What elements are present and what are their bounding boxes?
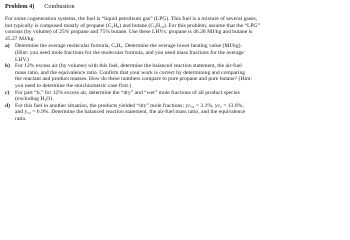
part-line: For part “b,” for 12% excess air, determine the “dry” and “wet” mole fractions of all product species — [15, 89, 240, 96]
part-line: (excluding H₂O). — [15, 96, 54, 103]
part-line: Determine the average molecular formula, CₓHᵧ. Determine the average lower heating value (MJ/kg). — [15, 43, 242, 50]
question-parts — [5, 43, 344, 122]
part-line: the reactant and product masses. How do these numbers compare to pure propane and pure butane? (Hint: — [15, 76, 252, 83]
part-line: and yₒ₂ = 6.9%. Determine the balanced reaction statement, the air-fuel mass ratio, and the equivalence — [15, 109, 246, 116]
question-part-d — [5, 103, 344, 123]
part-line: ratio. — [15, 115, 27, 122]
part-line: LHV.) — [15, 56, 30, 63]
part-line: mass ratio, and the equivalence ratio. Confirm that your work is correct by determining and comparing — [15, 69, 246, 76]
part-line: For this fuel in another situation, the products yielded “dry” mole fractions: yᴄₒ₂ = 3.1%, yᴄₒ = 13.8%, — [15, 102, 244, 109]
part-letter: d) — [5, 102, 10, 109]
question-part-a — [5, 43, 344, 63]
part-letter: b) — [5, 63, 10, 70]
problem-intro — [5, 16, 344, 42]
question-part-b — [5, 63, 344, 89]
part-line: (Hint: you need mole fractions for the molecular formula, and you need mass fractions for the average — [15, 49, 244, 56]
intro-line: 45.27 MJ/kg. — [5, 35, 35, 42]
intro-line: For some cogeneration systems, the fuel is “liquid petroleum gas” (LPG). This fuel is a mixture of several gases, — [5, 16, 258, 22]
problem-number: Problem 4) — [5, 3, 35, 10]
part-line: you need to determine the stoichiometric case first.) — [15, 82, 132, 89]
part-letter: c) — [5, 89, 10, 96]
part-letter: a) — [5, 43, 10, 50]
intro-line: consists (by volume) of 25% propane and 75% butane. Use these LHVs: propane is 46.28 MJ/kg and butane is — [5, 29, 253, 36]
problem-title: Combustion — [44, 3, 75, 10]
problem-heading — [5, 3, 344, 11]
question-part-c — [5, 90, 344, 103]
intro-line: but typically is composed mostly of propane (C₃H₈) and butane (C₄H₁₀). For this problem, assume that the “LPG” — [5, 22, 261, 29]
part-line: For 12% excess air (by volume) with this fuel, determine the balanced reaction statement, the air-fuel — [15, 63, 242, 70]
